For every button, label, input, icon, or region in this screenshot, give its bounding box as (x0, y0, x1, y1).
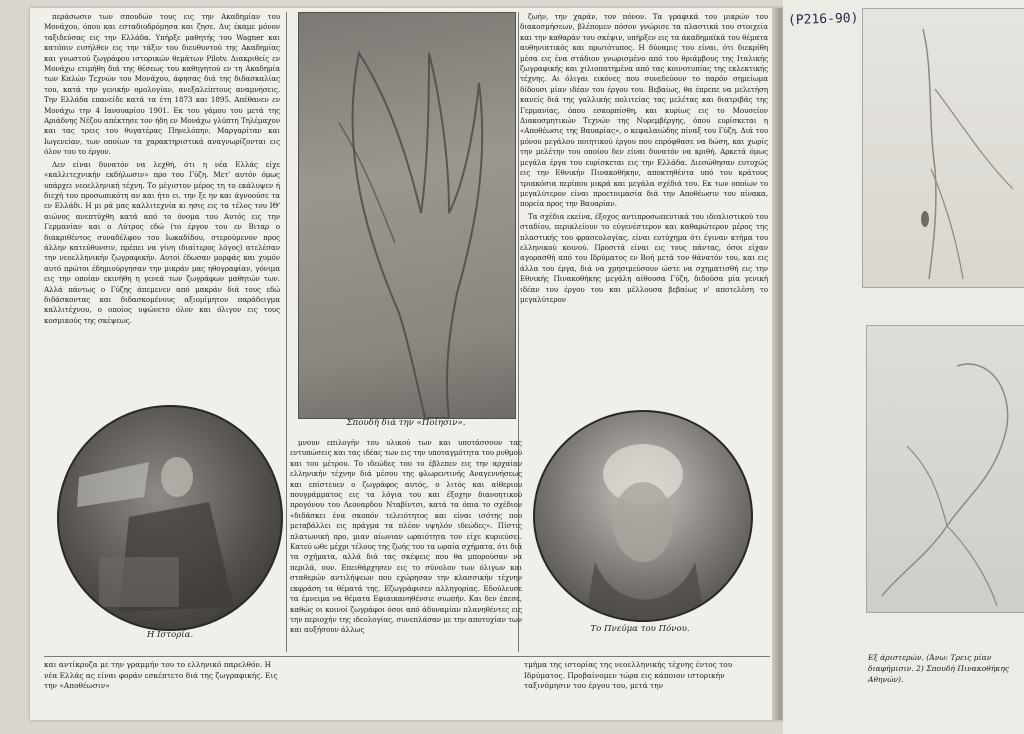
article-column-3 (290, 438, 522, 676)
history-figure-drawing (59, 407, 281, 629)
standing-figure-drawing (863, 9, 1024, 287)
sketches-caption: Εξ άριστερών. (Άνω: Τρεις μίαν διαφήμισιν. 2) Σπουδή Πινακοθήκης Αθηνών). (868, 653, 1010, 684)
hand-study-caption: Σπουδή διά την «Ποίησιν». (346, 418, 466, 428)
paragraph: μνουν επιλογήν του υλικού των και υποτάσσουν τας εντυπώσεις και τας ιδέας των εις την υποταγμότητα του ρυθμού και του μέτρου. Το ιδεώδες του το έβλεπεν εις την αρχαίαν ελληνικήν τέχνην διά μέσου της φλωρεντινής Αναγεννήσεως και επίστευεν ο ζωγράφος αυτός, ο λιτός και αίθεριου πουγράμματος εις τα λόγια του και έξοχην διανοητικού προγόνου του Λεοναρδου Νταβίντσι, κατά τα όπια το σχέδιον «διδάσκει ένα σκοπόν τελειότητος και είναι ισότης που μεταβάλλει εις πράγμα τα πλέον υψηλόν ιδεώδες». Πίστις πλατωνική προ, μιαν αίωνιαν ωραιότητα τον είχε κυριεύσει. Κατεύ ωθε μέχρι τέλους της ζωής του τα ωραία σχήματα, ότι διά τα σχήματα, αλλά διά τας σκέψεις που θα μπορούσαν να περιλά, ουν. Επειθάρχησεν εις το σύνολον των όλιγων και σταθερών αντιλήψεων που εχώρησαν την κλασσικήν τέχνην εκφράση τα θέματά της. Εζωγράφισεν αλληγορίας. Εδούλευσε τα έμνειμα να θέματα Εφιαικανηθένσιε σιωπήν. Και δεν έπεσε, καθώς οι κοινοί ζωγράφοι όσοι από άδυναμίαν πλανηθέντες εις την περιοχήν της ιδεολογίας, συνεπλάσαν με την αποτυχίαν των και αυξήσουν άλλως (290, 438, 522, 635)
hand-drawing (299, 13, 515, 418)
spirit-of-pain-caption: Το Πνεύμα του Πόνου. (590, 624, 690, 634)
column-rule-1 (286, 12, 287, 652)
figure-sketch-top (862, 8, 1024, 288)
history-painting-image (57, 405, 283, 631)
article-column-4 (520, 12, 768, 394)
paragraph: Τα σχέδια εκείνα, έξοχος αντιπροσωπευτικά του ιδεαλιστικού του σταδίου, περικλείουν το εύγενέστερον και καθαρώτερον μέρος της πλαστικής του φρασεολογίας, είναι ευτύχημα ότι έγιναν κτήμα του ελληνικού κοινού. Προσιτά είναι εις τους πάντας, όσοι είχαν αγορασθή από του Ιδρύματος εν Βοή μετά τον θάνατόν του, και εις άλλα του έργα, διά να χρησιμεύσουν ώστε να σχηματισθή εις την Εθνικής Πινακοθήκης μεγάλη αίθουσα Γύζη, διδούσα μία γενική ιδέαν του έργου του και μέλλουσα βεβαίως ν' αποτελέση το μεγαλύτερον (520, 211, 768, 304)
spirit-face-drawing (535, 412, 751, 620)
figure-sketch-bottom (866, 325, 1024, 613)
article-column-1 (44, 12, 280, 394)
history-caption: Η Ιστορία. (146, 630, 194, 640)
spirit-of-pain-image (533, 410, 753, 622)
paragraph: ζωήν, την χαράν, τον πόνον. Τα γραφικά του μικρών του διακοσμήσεων, βλέπομεν πόσον γνώρισε τα πλαστικά του στοιχεία και την καθαράν του σκέψιν, υπήρξεν εις τα άκαδημαϊκά του θέματα αυθηνιατικός και πρωτότυπος. Η δύναμις του είναι, ότι διεκρίθη μέσα εις ένα στάδιον γνωρισμένο από του θριάμβους της Ιταλικής ζωγραφικής και χιλιοπατημένα από τας κοινοτυπίας της εκλεκτικής τέχνης. Αι όλιγαι εικόνες που συνεδεύουν το παρόν σημείωμα δίδουσι μίαν ιδέαν του έργου του. Βεβαίως, θα έπρεπε να μελετήση κανείς διά της γαλλικής πολιτείας τας μελέτας και διατριβάς της Γερμανίας, όπου εσκορπίσθη, και κυρίως εις το Μουσείον Διακοσμητικών Τεχνών της Νυρεμβέργης, όπου ευρίσκεται η «Αποθέωσις της Βαυαρίας», ο κεφαλαιώδης πίναξ του Γύζη. Διά του μόνου μεγάλου ποιητικού έργου που επρόφθασε να δώση, και χωρίς την μελέτην του οποίου δεν είναι δυνατόν να κριθή. Αρκετά όμως μεγάλα έργα του ευρίσκεται εις την Ελλάδα. Διεσώθησαν ευτυχώς εις την Εθνικήν Πινακοθήκην, αποκτηθέντα υπό του κράτους τριακόσια περίπου μικρά και μεγάλα σχέδιά του. Εκ των οποίων το μεγαλύτερον είναι προετοιμασία διά την Αποθέωσιν του πίνακα, πορεία προς την Βαυαρίαν. (520, 12, 768, 209)
bottom-text-right: τμήμα της ιστορίας της νεοελληνικής τέχνης έντος του Ιδρύματος. Προβαίνομεν τώρα εις κάποιον ιστορικήν ταξινόμησιν του έργου του, μετά την (524, 660, 733, 690)
paragraph: Δεν είναι δυνατόν να λεχθή, ότι η νέα Ελλάς είχε «καλλιτεχνικήν εκδήλωσιν» προ του Γύζη. Μετ' αυτόν όμως υπάρχει νεοελληνική τέχνη. Το μέγιστον μέρος τη το εκάλυψεν ή διεχή του προσωπικότη αν και ήτο ει. την ξε ην και άγνοούσε τα εν Ελλάδι. Η μι ρά μας καλλιτεχνία κι ησις εις τα τέλος του ΙΘ' αιώνος ανεπτύχθη κατά από το όνομα του Αυτός εις την Γερμανίαν και ο Λύτρος εδώ (το έργον του εν Βιταρ ο διακριθέντος συναδέλφου του Ιωκαδίδου, στερούμενον προς άλλην κατεύθυνσιν, πρέπει να γίνη ιδιαίτερος λόγος) ατελέσαν την νεοελληνικήν ζωγραφικήν. Αυτοί έδωσαν μορφάς και χυμόν αυτό πρώτοι έδημιούργησαν την μικράν μας ηθογραφίαν, γόνιμα εις την οποίαν εκινήθη η γενεά των ζωγράφων μαθητών των. Αλλά πάντως ο Γύζης άπεμενεν από μακράν διά τους εδώ διδάσκοντας και διδασκομένους αξιομίμητον παράδειγμα καλλιτέχνου, ο οποίος υψώνετο όλον και όλιγον εις τους κοσμικούς της σκέψεως. (44, 159, 280, 325)
bottom-rule (44, 656, 770, 657)
hand-study-image (298, 12, 516, 419)
archive-number-stamp: (P216-90) (787, 10, 859, 29)
running-figure-drawing (867, 326, 1024, 612)
paragraph: περάσωσιν των σπουδών τους εις την Ακαδημίαν του Μονάχου, όπου και εσταδιοδρόμησα και ζησε. Δις έκαμε μόνον ταξιδεύσας εις την Ελλάδα. Υπήρξε μαθητής του Wagner και κατόπιν εισήλθεν εις την τάξιν του διευθυντού της Ακαδημίας και γνωστού ζωγράφου ιστορικών θεμάτων Pilotv. Διακριθείς εν Μονάχω ετιμήθη διά της θέσεως του καθηγητού εν τη Ακαδημία των Καλών Τεχνών του Μονάχου, άφησας διά της διδασκαλίας του, κατά την γενικήν ομολογίαν, ανεξαλείπτους αναμνήσεις. Την Ελλάδα επανείδε κατά τα έτη 1873 και 1895. Απέθανεν εν Μονάχω την 4 Ιανουαρίου 1901. Εκ του γάμου του μετά της Αριάδνης Νέζου απέκτησε τον ήδη εν Μονάχω γλύπτη Τηλέμαχον και τας τρεις του θυγατέρας Πηνελόπην, Μαργαρίταν και Ιωγενείαν, των οποίων τα χαρακτηριστικά αναγνωρίζονται εις όλον του το έργον. (44, 12, 280, 157)
bottom-text-left: και αντίκρυζα με την γραμμήν του το ελληνικό παρελθόν. Η νέα Ελλάς ας είναι φοράν εσκέπτετο διά της ζωγραφικής. Εις την «Αποθέωσιν» (44, 660, 278, 690)
